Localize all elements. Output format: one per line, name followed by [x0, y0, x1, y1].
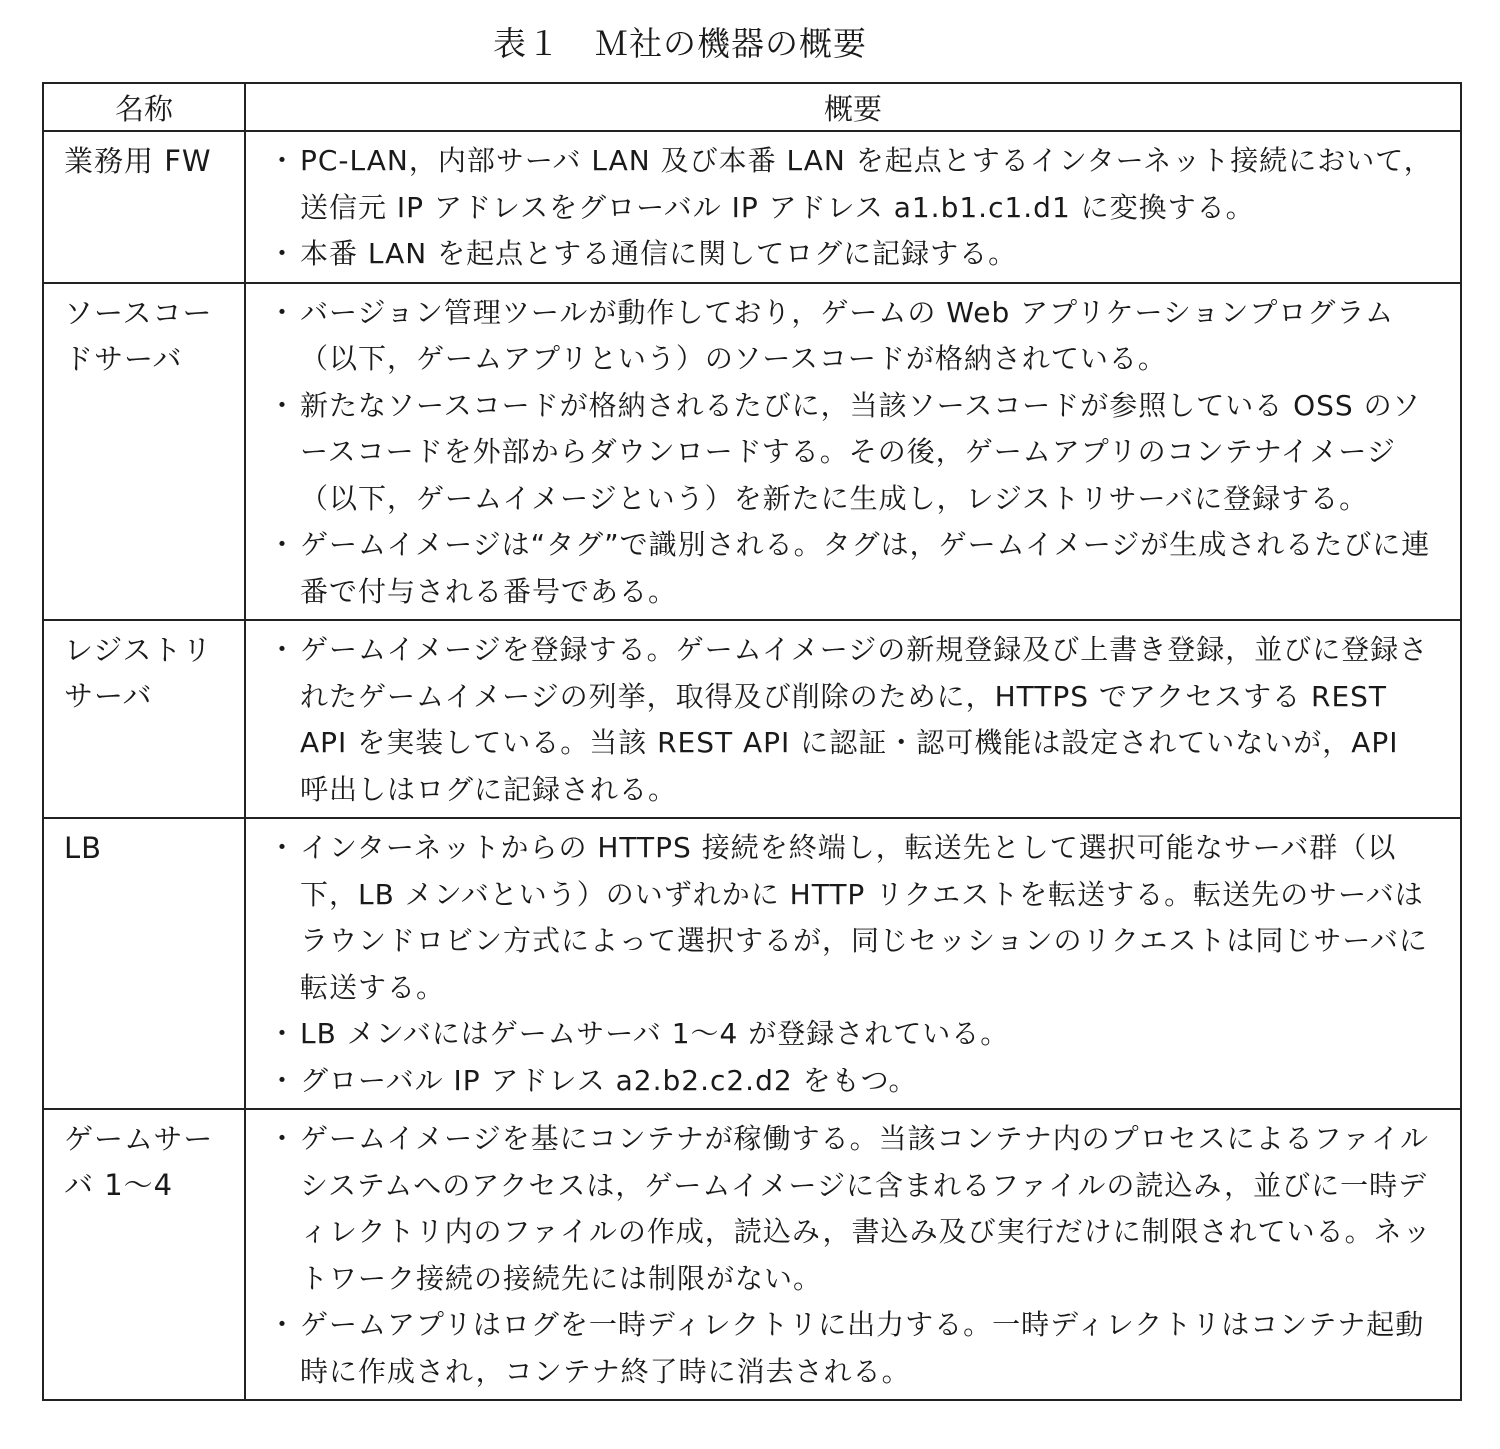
- table-header-row: [43, 83, 1461, 131]
- table-row-registry-server: [43, 620, 1461, 818]
- row-description: [245, 131, 1461, 283]
- header-name: 名称: [43, 83, 245, 131]
- row-description: [245, 283, 1461, 621]
- bullet-item: ・ ゲームイメージを登録する。ゲームイメージの新規登録及び上書き登録，並びに登録されたゲームイメージの列挙，取得及び削除のために，HTTPS でアクセスする REST API を実装している。当該 REST API に認証・認可機能は設定されていないが，API 呼出しはログに記録される。: [274, 627, 1436, 813]
- row-description: [245, 818, 1461, 1109]
- table-row-business-fw: [43, 131, 1461, 283]
- bullet-item: ・ インターネットからの HTTPS 接続を終端し，転送先として選択可能なサーバ群（以下，LB メンバという）のいずれかに HTTP リクエストを転送する。転送先のサーバはラウンドロビン方式によって選択するが，同じセッションのリクエストは同じサーバに転送する。: [274, 825, 1436, 1011]
- bullet-item: ・ LB メンバにはゲームサーバ 1～4 が登録されている。: [274, 1011, 1436, 1058]
- row-name: ソースコードサーバ: [43, 283, 245, 621]
- bullet-item: ・ ゲームイメージを基にコンテナが稼働する。当該コンテナ内のプロセスによるファイルシステムへのアクセスは，ゲームイメージに含まれるファイルの読込み，並びに一時ディレクトリ内のファイルの作成，読込み，書込み及び実行だけに制限されている。ネットワーク接続の接続先には制限がない。: [274, 1116, 1436, 1302]
- table-row-source-code-server: [43, 283, 1461, 621]
- bullet-item: ・ グローバル IP アドレス a2.b2.c2.d2 をもつ。: [274, 1058, 1436, 1105]
- row-name: ゲームサーバ 1～4: [43, 1109, 245, 1400]
- row-name: LB: [43, 818, 245, 1109]
- bullet-item: ・ バージョン管理ツールが動作しており，ゲームの Web アプリケーションプログラム（以下，ゲームアプリという）のソースコードが格納されている。: [274, 290, 1436, 383]
- table-title: [0, 18, 1500, 65]
- bullet-item: ・ ゲームアプリはログを一時ディレクトリに出力する。一時ディレクトリはコンテナ起動時に作成され，コンテナ終了時に消去される。: [274, 1302, 1436, 1395]
- device-overview-table: [42, 82, 1462, 1401]
- row-description: [245, 620, 1461, 818]
- bullet-item: ・ 新たなソースコードが格納されるたびに，当該ソースコードが参照している OSS のソースコードを外部からダウンロードする。その後，ゲームアプリのコンテナイメージ（以下，ゲームイメージという）を新たに生成し，レジストリサーバに登録する。: [274, 383, 1436, 523]
- header-description: 概要: [245, 83, 1461, 131]
- table-row-lb: [43, 818, 1461, 1109]
- row-name: 業務用 FW: [43, 131, 245, 283]
- bullet-list: [274, 138, 1436, 278]
- bullet-item: ・ PC-LAN，内部サーバ LAN 及び本番 LAN を起点とするインターネット接続において，送信元 IP アドレスをグローバル IP アドレス a1.b1.c1.d1 に変換する。: [274, 138, 1436, 231]
- bullet-list: [274, 290, 1436, 616]
- row-description: [245, 1109, 1461, 1400]
- bullet-item: ・ 本番 LAN を起点とする通信に関してログに記録する。: [274, 231, 1436, 278]
- table-title-text: 表１ Ｍ社の機器の概要: [493, 24, 867, 63]
- bullet-item: ・ ゲームイメージは“タグ”で識別される。タグは，ゲームイメージが生成されるたびに連番で付与される番号である。: [274, 522, 1436, 615]
- bullet-list: [274, 825, 1436, 1104]
- bullet-list: [274, 1116, 1436, 1395]
- bullet-list: [274, 627, 1436, 813]
- table-row-game-servers: [43, 1109, 1461, 1400]
- row-name: レジストリサーバ: [43, 620, 245, 818]
